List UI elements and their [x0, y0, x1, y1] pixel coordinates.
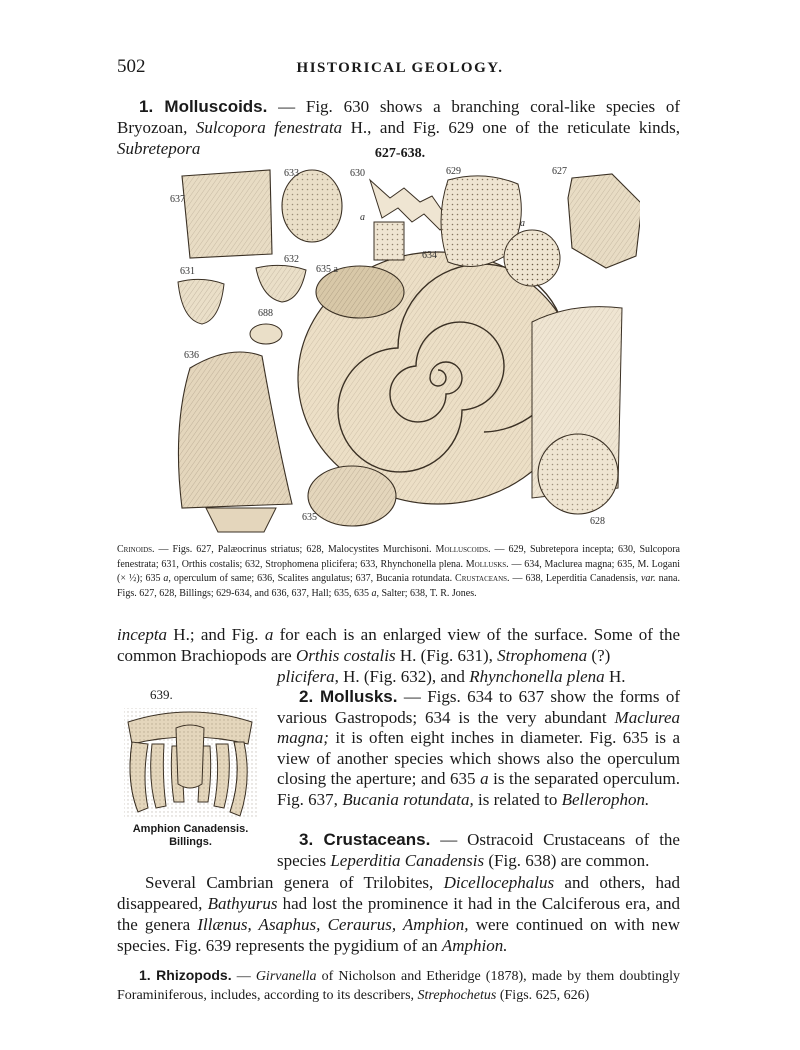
fossil-633-rhynchonella	[282, 170, 342, 242]
footnote-rhizopods	[117, 966, 680, 1005]
fossil-638-leperditia	[250, 324, 282, 344]
species-name: Illænus, Asaphus, Ceraurus, Amphion,	[197, 915, 469, 934]
text: H., and Fig. 629 one of the reticulate kinds,	[342, 118, 680, 137]
fossil-636-scalites	[178, 352, 292, 532]
section-lead: 1. Molluscoids.	[139, 97, 268, 116]
text: , H. (Fig. 632), and	[334, 667, 470, 686]
text: of Nicholson and Etheridge (1878), made by them doubtingly Foraminiferous, includes, according to its describers,	[117, 969, 681, 1003]
caption-group-label: Molluscoids.	[435, 544, 491, 555]
text: is related to	[473, 789, 562, 809]
species-name: Strophomena	[497, 646, 588, 665]
text: H.	[604, 667, 626, 686]
fig-label: 688	[258, 308, 273, 319]
fossil-631-orthis	[178, 279, 224, 324]
text: a	[480, 769, 489, 788]
amphion-pygidium-illustration	[118, 698, 263, 820]
text: (Figs. 625, 626)	[496, 988, 590, 1003]
caption-text: var.	[640, 573, 656, 584]
figure-range-label: 627-638.	[374, 146, 426, 161]
species-name: Amphion.	[441, 936, 508, 955]
running-title: HISTORICAL GEOLOGY.	[296, 60, 504, 76]
text: is the separated operculum. Fig. 637,	[277, 769, 680, 809]
fossil-627a-surface	[504, 230, 560, 286]
fig-639-caption	[118, 823, 263, 849]
species-name: Bellerophon.	[561, 789, 650, 809]
fig-label: 634	[422, 250, 437, 261]
figure-caption	[117, 543, 680, 601]
species-name: Sulcopora fenestrata	[195, 118, 343, 137]
species-name: Girvanella	[255, 969, 317, 984]
text: — Figs. 634 to 637 show the forms of various Gastropods; 634 is the very abundant	[277, 687, 680, 727]
caption-text: — 634, Maclurea magna; 635, M. Logani (× ½); 635	[117, 558, 680, 584]
fossil-630-sulcopora	[370, 180, 450, 260]
text: — Ostracoid Crustaceans of the species	[277, 830, 680, 870]
text: (?)	[587, 646, 611, 665]
fig-label: a	[360, 212, 365, 223]
page-number: 502	[117, 56, 146, 77]
species-name: plicifera	[277, 667, 335, 686]
fig-label: 627	[552, 166, 567, 177]
text: Several Cambrian genera of Trilobites,	[145, 873, 444, 892]
species-name: Rhynchonella plena	[469, 667, 605, 686]
text: were continued on with new species. Fig. 639 represents the pygidium of an	[117, 915, 680, 955]
fig-label: 628	[590, 516, 605, 527]
text: it is often eight inches in diameter. Fig. 635 is a view of another species which shows also the operculum closing the aperture; and 635	[277, 728, 680, 788]
text: H. (Fig. 631),	[395, 646, 498, 665]
fig-label: 635 a	[316, 264, 338, 275]
fossil-637-bucania	[182, 170, 272, 258]
fig-label: 635	[302, 512, 317, 523]
caption-line: Amphion Canadensis.	[132, 823, 249, 835]
fossil-627-palaeocrinus	[568, 174, 640, 268]
fig-label: 633	[284, 168, 299, 179]
text: a	[264, 625, 274, 644]
fig-label: 631	[180, 266, 195, 277]
fig-639-number: 639.	[150, 687, 173, 702]
caption-group-label: Mollusks.	[465, 558, 509, 570]
caption-text: — 629, Subretepora incepta; 630, Sulcopora fenestrata; 631, Orthis costalis; 632, Strophomena plicifera; 633, Rhynchonella plena.	[117, 544, 681, 570]
fig-label: 632	[284, 254, 299, 265]
fossil-628-malocystites	[532, 307, 622, 514]
caption-text: nana. Figs. 627, 628, Billings; 629-634, and 636, 637, Hall; 635, 635	[117, 573, 680, 599]
species-name: Maclurea magna;	[277, 707, 680, 747]
fossil-632-strophomena	[256, 265, 306, 302]
fig-label: 629	[446, 166, 461, 177]
paragraph-brachiopods-cont	[277, 666, 680, 687]
paragraph-crustaceans	[277, 830, 680, 871]
caption-group-label: Crustaceans.	[455, 573, 510, 584]
caption-text: a	[371, 587, 377, 599]
caption-text: a	[163, 573, 169, 584]
fossil-635-maclurea-logani	[308, 466, 396, 526]
paragraph-trilobites	[117, 872, 680, 956]
fig-label: a	[520, 218, 525, 229]
text: — Fig. 630 shows a branching coral-like species of Bryozoan,	[117, 97, 681, 137]
paragraph-brachiopods	[117, 624, 680, 666]
species-name: Subretepora	[117, 139, 201, 158]
caption-group-label: Crinoids.	[117, 544, 155, 555]
caption-line: Billings.	[169, 836, 212, 848]
species-name: incepta	[117, 625, 168, 644]
text: for each is an enlarged view of the surface. Some of the common Brachiopods are	[117, 625, 680, 665]
species-name: Dicellocephalus	[443, 873, 555, 892]
caption-text: — Figs. 627, Palæocrinus striatus; 628, Malocystites Murchisoni.	[154, 544, 436, 555]
species-name: Bathyurus	[207, 894, 278, 913]
text: and others, had disappeared,	[117, 873, 680, 913]
text: (Fig. 638) are common.	[484, 850, 650, 870]
paragraph-mollusks	[277, 687, 680, 810]
footnote-lead: 1. Rhizopods.	[139, 967, 232, 983]
caption-text: , Salter; 638, T. R. Jones.	[376, 587, 477, 599]
text: H.; and Fig.	[167, 625, 265, 644]
species-name: Orthis costalis	[295, 646, 396, 665]
fossil-plate-illustration	[160, 162, 640, 534]
fig-label: 637	[170, 194, 185, 205]
text: —	[231, 969, 256, 984]
section-lead: 2. Mollusks.	[299, 687, 398, 706]
caption-text: — 638, Leperditia Canadensis,	[509, 573, 641, 584]
species-name: Leperditia Canadensis	[330, 850, 485, 870]
text: had lost the prominence it had in the Calciferous era, and the genera	[117, 894, 680, 934]
fig-label: 630	[350, 168, 365, 179]
species-name: Bucania rotundata,	[342, 789, 474, 809]
section-lead: 3. Crustaceans.	[299, 830, 431, 849]
fig-label: 636	[184, 350, 199, 361]
caption-text: , operculum of same; 636, Scalites angulatus; 637, Bucania rotundata.	[168, 573, 456, 584]
species-name: Strephochetus	[417, 988, 497, 1003]
